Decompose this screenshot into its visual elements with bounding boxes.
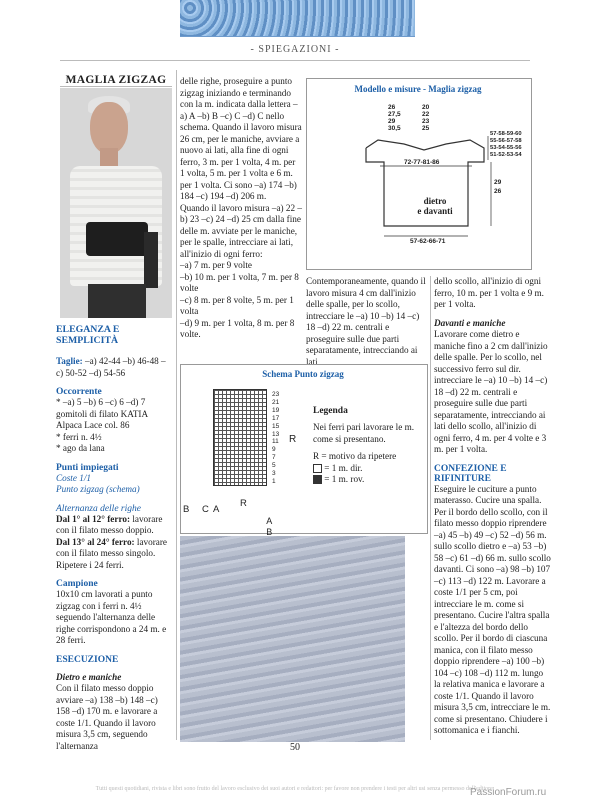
legend-title: Legenda	[313, 406, 348, 416]
page-number: 50	[290, 742, 300, 753]
title-rule	[60, 86, 172, 87]
chart-r-label: R	[289, 434, 297, 445]
dietro-text: Con il filato messo doppio avviare –a) 138 –b) 148 –c) 158 –d) 170 m. e lavorare a coste 1/1. Quando il lavoro misura 3,5 cm, seguendo l'alternanza	[56, 683, 158, 751]
occorrente-1: * –a) 5 –b) 6 –c) 6 –d) 7 gomitoli di filato KATIA Alpaca Lace col. 86	[56, 397, 148, 430]
campione-heading: Campione	[56, 579, 98, 589]
col2-line-2: –b) 10 m. per 1 volta, 7 m. per 8 volte	[180, 271, 299, 293]
knit-swatch-photo	[180, 536, 405, 742]
taglie: Taglie: –a) 42-44 –b) 46-48 –c) 50-52 –d) 54-56	[56, 356, 166, 378]
legend-knit: = 1 m. dir.	[313, 463, 421, 475]
col3-text: Contemporaneamente, quando il lavoro misura 4 cm dall'inizio delle spalle, per lo scollo, intrecciare le –a) 10 –b) 14 –c) 18 –d) 22 m. centrali e proseguire sulle due parti separatamente, intrecciando ai lati	[306, 276, 426, 367]
alternanza-2: Dal 13° al 24° ferro: lavorare con il filato messo singolo. Ripetere i 24 ferri.	[56, 536, 168, 570]
legend-note: Nei ferri pari lavorare le m. come si presentano.	[313, 422, 415, 444]
column-divider	[176, 70, 177, 740]
col2-line-4: –d) 9 m. per 1 volta, 8 m. per 8 volte.	[180, 317, 295, 339]
model-photo-face	[90, 102, 128, 154]
article-title: MAGLIA ZIGZAG	[65, 74, 167, 86]
chart-row-numbers: 23 21 19 17 15 13 11 9 7 5 3 1	[272, 391, 280, 485]
yarn-banner-image	[180, 0, 415, 37]
occorrente-2: * ferri n. 4½	[56, 431, 102, 442]
chart-repeat-label: R	[240, 498, 247, 509]
model-photo-pants	[88, 284, 146, 318]
col2-line-3: –c) 8 m. per 8 volte, 5 m. per 1 volta	[180, 294, 294, 316]
dietro-heading: Dietro e maniche	[56, 671, 122, 682]
col1-heading: ELEGANZA E SEMPLICITÀ	[56, 324, 120, 346]
chart-label-b: B	[183, 504, 190, 515]
model-title: Modello e misure - Maglia zigzag	[354, 84, 482, 94]
shoulder-measures: 57-58-59-60 55-56-57-58 53-54-55-56 51-52-53-54	[490, 131, 522, 158]
davanti-text: Lavorare come dietro e maniche fino a 2 cm dall'inizio delle spalle. Per lo scollo, nel successivo ferro sul dir. intrecciare le –a) 10 –b) 14 –c) 18 –d) 22 m. centrali e proseguire sulle due parti separatamente, intrecciando ai lati dello scollo, all'inizio di ogni ferro, 4 m. per 4 volte e 3 m. per 1 volta.	[434, 329, 548, 454]
knit-symbol-icon	[313, 464, 322, 473]
punti-2: Punto zigzag (schema)	[56, 484, 140, 494]
punti-heading: Punti impiegati	[56, 462, 119, 473]
column-3	[306, 276, 428, 368]
zigzag-chart-grid	[213, 389, 267, 486]
neck-measures-right: 20 22 23 25	[422, 104, 430, 132]
column-1	[56, 324, 172, 752]
chart-labels-abc: A B	[266, 516, 273, 537]
legend-repeat: R = motivo da ripetere	[313, 451, 397, 461]
model-photo-arm	[144, 232, 158, 288]
col4-text: dello scollo, all'inizio di ogni ferro, 10 m. per 1 volta e 9 m. per 1 volta.	[434, 276, 544, 309]
watermark: PassionForum.ru	[470, 787, 547, 798]
esecuzione-heading: ESECUZIONE	[56, 654, 119, 665]
occorrente-3: * ago da lana	[56, 443, 105, 453]
model-photo-belt	[86, 222, 148, 256]
chart-label-c: C	[202, 504, 209, 515]
confezione-heading: CONFEZIONE E RIFINITURE	[434, 463, 507, 484]
punti-1: Coste 1/1	[56, 472, 91, 483]
col2-line-1: –a) 7 m. per 9 volte	[180, 260, 252, 270]
column-divider	[430, 276, 431, 740]
confezione-text: Eseguire le cuciture a punto materasso. Cucire una spalla. Per il bordo dello scollo, con il filato messo doppio riprendere –a) 45 –b) 49 –c) 52 –d) 56 m. sullo scollo dietro e –a) 53 –b) 58 –c) 61 –d) 66 m. sullo scollo davanti. Ci sono –a) 98 –b) 107 –c) 113 –d) 122 m. Lavorare a coste 1/1 per 5 cm, poi intrecciare le m. come si presentano. Cucire l'altra spalla e l'altezza del bordo dello scollo. Per il bordo di ciascuna manica, con il filato messo doppio riprendere –a) 100 –b) 104 –c) 108 –d) 112 m. lungo la relativa manica e lavorare a coste 1/1. Quando il lavoro misura 3,5 cm, intrecciare le m. come si presentano. Chiudere i sottomanica e i fianchi.	[434, 483, 551, 735]
col2-text2: Quando il lavoro misura –a) 22 –b) 23 –c) 24 –d) 25 cm dalla fine delle m. avviate per le maniche, per le spalle, intrecciare ai lati, all'inizio di ogni ferro:	[180, 202, 302, 259]
width-bottom: 57-62-66-71	[410, 238, 446, 245]
col2-text: delle righe, proseguire a punto zigzag iniziando e terminando con la m. indicata dalla lettera –a) A –b) B –c) C –d) C nello schema. Quando il lavoro misura 26 cm, per le maniche, avviare a nuovo ai lati, alla fine di ogni ferro, 3 m. per 1 volta, 4 m. per 1 volta, 5 m. per 1 volta e 6 m. per 1 volta. Ci sono –a) 174 –b) 184 –c) 194 –d) 206 m.	[180, 76, 302, 201]
neck-measures-left: 26 27,5 29 30,5	[388, 104, 401, 132]
column-4	[434, 276, 552, 737]
purl-symbol-icon	[313, 475, 322, 484]
section-label: - SPIEGAZIONI -	[250, 44, 340, 55]
width-top: 72-77-81-86	[404, 159, 440, 166]
header-rule	[60, 60, 530, 61]
chart-label-a: A	[213, 504, 220, 515]
alternanza-heading: Alternanza delle righe	[56, 503, 141, 514]
height-measures: 29 26	[494, 179, 502, 195]
schema-title: Schema Punto zigzag	[262, 369, 344, 379]
legend	[313, 406, 421, 486]
column-2	[180, 76, 302, 341]
davanti-heading: Davanti e maniche	[434, 317, 506, 328]
alternanza-1: Dal 1° al 12° ferro: lavorare con il filato messo doppio.	[56, 513, 163, 535]
footer-text: Tutti questi quotidiani, rivista e libri sono frutto del lavoro esclusivo dei suoi autori e redattori: per favore non prendere i testi per altri usi senza permesso dell'editore.	[95, 786, 495, 792]
occorrente-heading: Occorrente	[56, 387, 102, 397]
campione-text: 10x10 cm lavorati a punto zigzag con i ferri n. 4½ seguendo l'alternanza delle righe corrispondono a 24 m. e 28 ferri.	[56, 589, 167, 645]
legend-purl: = 1 m. rov.	[313, 474, 421, 486]
piece-label: dietro e davanti	[417, 196, 453, 216]
